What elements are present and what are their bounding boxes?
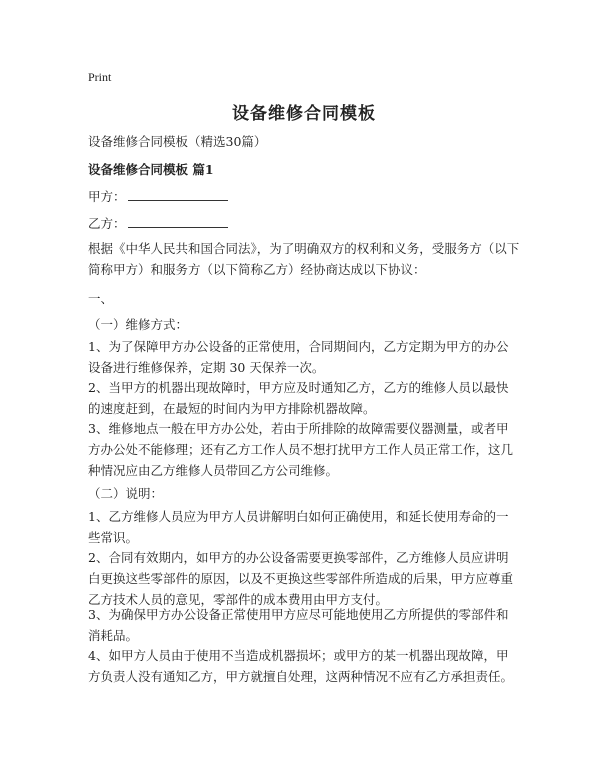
section-heading: 设备维修合同模板 篇1 xyxy=(88,162,214,177)
clause-2-4: 4、如甲方人员由于使用不当造成机器损坏；或甲方的某一机器出现故障，甲方负责人没有通知乙方，甲方就擅自处理，这两种情况不应有乙方承担责任。 xyxy=(88,648,514,684)
clause-2-1: 1、乙方维修人员应为甲方人员讲解明白如何正确使用，和延长使用寿命的一些常识。 xyxy=(88,509,509,545)
document-subtitle: 设备维修合同模板（精选30篇） xyxy=(88,134,267,149)
part-one-heading: 一、 xyxy=(88,291,114,306)
party-b-line xyxy=(88,213,520,234)
clause-1-1: 1、为了保障甲方办公设备的正常使用，合同期间内，乙方定期为甲方的办公设备进行维修保养，定期 30 天保养一次。 xyxy=(88,339,509,375)
party-b-blank xyxy=(128,214,228,228)
sub-heading-one: （一）维修方式： xyxy=(88,317,189,332)
clause-2-3: 3、为确保甲方办公设备正常使用甲方应尽可能地使用乙方所提供的零部件和消耗品。 xyxy=(88,607,509,643)
party-a-line xyxy=(88,186,520,207)
document-title: 设备维修合同模板 xyxy=(232,104,376,124)
sub-heading-two: （二）说明： xyxy=(88,486,164,501)
clause-1-3: 3、维修地点一般在甲方办公处，若由于所排除的故障需要仪器测量，或者甲方办公处不能修理；还有乙方工作人员不想打扰甲方工作人员正常工作，这几种情况应由乙方维修人员带回乙方公司维修。 xyxy=(88,421,514,478)
print-label[interactable]: Print xyxy=(88,70,112,84)
intro-paragraph: 根据《中华人民共和国合同法》，为了明确双方的权利和义务，受服务方（以下简称甲方）和服务方（以下简称乙方）经协商达成以下协议： xyxy=(88,241,520,277)
clause-1-2: 2、当甲方的机器出现故障时，甲方应及时通知乙方，乙方的维修人员以最快的速度赶到，在最短的时间内为甲方排除机器故障。 xyxy=(88,380,509,416)
clause-2-2: 2、合同有效期内，如甲方的办公设备需要更换零部件，乙方维修人员应讲明白更换这些零部件的原因，以及不更换这些零部件所造成的后果，甲方应尊重乙方技术人员的意见，零部件的成本费用由甲方支付。 xyxy=(88,550,514,607)
party-a-blank xyxy=(128,187,228,201)
party-b-label: 乙方： xyxy=(88,216,126,231)
party-a-label: 甲方： xyxy=(88,189,126,204)
